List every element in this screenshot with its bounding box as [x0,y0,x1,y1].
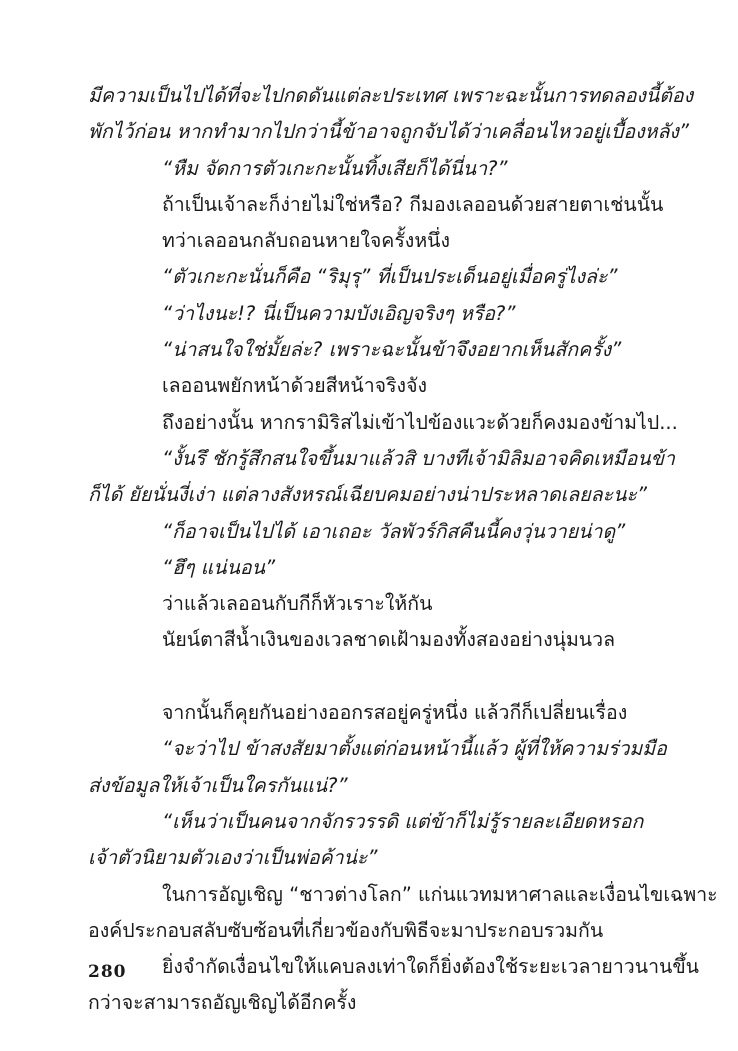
text-line: ก็ได้ ยัยนั่นงี่เง่า แต่ลางสังหรณ์เฉียบคมอย่างน่าประหลาดเลยละนะ” [88,483,647,507]
text-line: ถ้าเป็นเจ้าละก็ง่ายไม่ใช่หรือ? กีมองเลออนด้วยสายตาเช่นนั้น [162,192,664,216]
text-line: “ว่าไงนะ!? นี่เป็นความบังเอิญจริงๆ หรือ?” [162,301,516,325]
text-line: “หืม จัดการตัวเกะกะนั้นทิ้งเสียก็ได้นี่นา?” [162,156,508,180]
text-line: “เห็นว่าเป็นคนจากจักรวรรดิ แต่ข้าก็ไม่รู้รายละเอียดหรอก [162,809,644,833]
text-line: ในการอัญเชิญ “ชาวต่างโลก” แก่นแวทมหาศาลและเงื่อนไขเฉพาะ [162,882,718,906]
page-body [88,78,718,1022]
page-number: 280 [88,962,127,982]
text-line: เลออนพยักหน้าด้วยสีหน้าจริงจัง [162,374,428,398]
text-line: “ก็อาจเป็นไปได้ เอาเถอะ วัลพัวร์กิสคืนนี้คงวุ่นวายน่าดู” [162,519,626,543]
text-line: ยิ่งจำกัดเงื่อนไขให้แคบลงเท่าใดก็ยิ่งต้องใช้ระยะเวลายาวนานขึ้น [162,955,700,979]
text-line: ทว่าเลออนกลับถอนหายใจครั้งหนึ่ง [162,229,451,253]
text-line: องค์ประกอบสลับซับซ้อนที่เกี่ยวข้องกับพิธีจะมาประกอบรวมกัน [88,918,604,942]
text-line: กว่าจะสามารถอัญเชิญได้อีกครั้ง [88,991,357,1015]
text-line: ถึงอย่างนั้น หากรามิริสไม่เข้าไปข้องแวะด้วยก็คงมองข้ามไป... [162,410,678,434]
text-line: เจ้าตัวนิยามตัวเองว่าเป็นพ่อค้าน่ะ” [88,846,378,870]
text-line: ส่งข้อมูลให้เจ้าเป็นใครกันแน่?” [88,773,348,797]
text-line: ว่าแล้วเลออนกับกีก็หัวเราะให้กัน [162,592,433,616]
paragraph-break [88,659,654,695]
text-line: “ฮึๆ แน่นอน” [162,555,276,579]
text-line: “น่าสนใจใช่มั้ยล่ะ? เพราะฉะนั้นข้าจึงอยากเห็นสักครั้ง” [162,338,622,362]
text-line: “จะว่าไป ข้าสงสัยมาตั้งแต่ก่อนหน้านี้แล้ว ผู้ที่ให้ความร่วมมือ [162,737,667,761]
text-line: จากนั้นก็คุยกันอย่างออกรสอยู่ครู่หนึ่ง แล้วกีก็เปลี่ยนเรื่อง [162,701,628,725]
text-line: พักไว้ก่อน หากทำมากไปกว่านี้ข้าอาจถูกจับได้ว่าเคลื่อนไหวอยู่เบื้องหลัง” [88,120,690,144]
text-line: “ตัวเกะกะนั่นก็คือ “ริมุรุ” ที่เป็นประเด็นอยู่เมื่อครู่ไงล่ะ” [162,265,618,289]
text-line: “งั้นรึ ชักรู้สึกสนใจขึ้นมาแล้วสิ บางทีเจ้ามิลิมอาจคิดเหมือนข้า [162,446,675,470]
text-line: นัยน์ตาสีน้ำเงินของเวลชาดเฝ้ามองทั้งสองอย่างนุ่มนวล [162,628,616,652]
text-line: มีความเป็นไปได้ที่จะไปกดดันแต่ละประเทศ เพราะฉะนั้นการทดลองนี้ต้อง [88,84,694,107]
